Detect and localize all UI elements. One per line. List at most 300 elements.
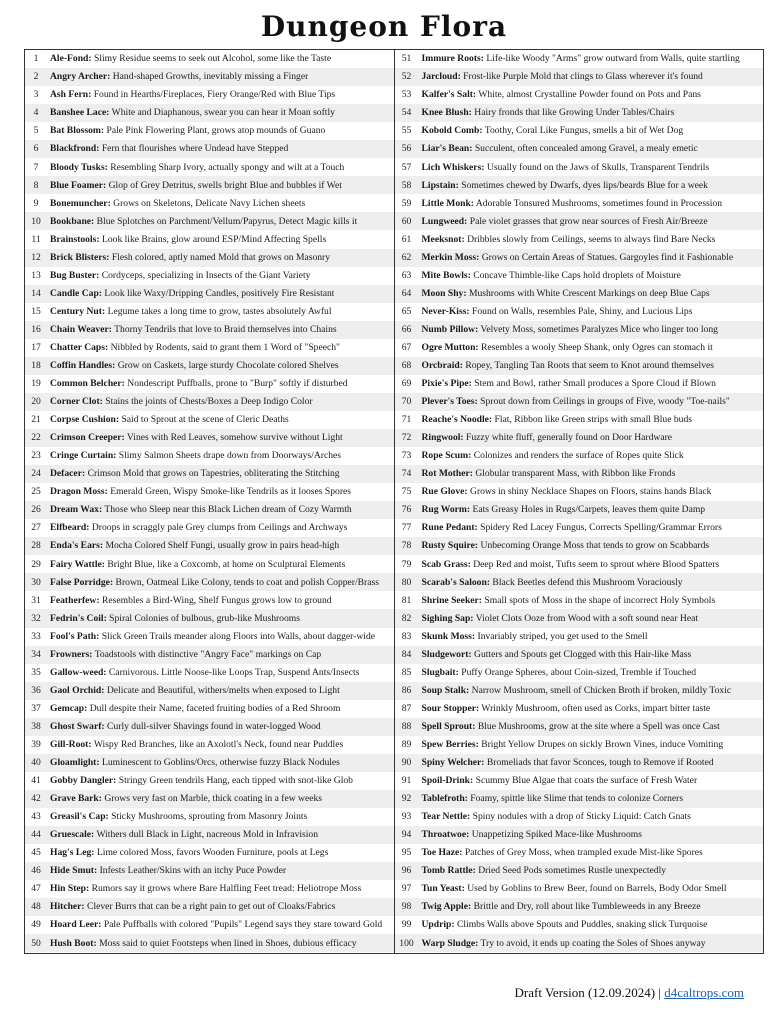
entry-text [47, 90, 335, 100]
flora-name: Orcbraid: [421, 361, 463, 371]
entry-number: 4 [33, 107, 39, 119]
table-row [25, 808, 394, 826]
flora-name: Tomb Rattle: [421, 866, 476, 876]
entry-text [47, 181, 342, 191]
table-row [395, 682, 764, 700]
entry-number: 25 [31, 486, 41, 498]
entry-number: 48 [31, 901, 41, 913]
flora-description: Fern that flourishes where Undead have Stepped [101, 144, 289, 155]
entry-text [47, 108, 335, 118]
flora-name: Tablefroth: [421, 794, 468, 804]
flora-description: Cordyceps, specializing in Insects of the Giant Variety [101, 270, 311, 281]
flora-name: Merkin Moss: [421, 252, 480, 263]
flora-description: Hairy fronds that like Growing Under Tables/Chairs [474, 108, 675, 118]
flora-name: Dream Wax: [50, 505, 103, 515]
flora-description: Slick Green Trails meander along Floors into Walls, about dagger-wide [101, 631, 376, 642]
flora-description: Wrinkly Mushroom, often used as Corks, impart bitter taste [481, 703, 711, 714]
entry-number: 56 [401, 143, 412, 155]
flora-name: Fool's Path: [50, 631, 100, 642]
website-link[interactable]: d4caltrops.com [664, 985, 744, 1000]
entry-number: 63 [401, 269, 412, 281]
entry-text [47, 415, 289, 425]
entry-number: 37 [31, 702, 41, 714]
flora-description: Toadstools with distinctive "Angry Face" markings on Cap [94, 649, 322, 660]
entry-text [47, 668, 359, 678]
entry-number: 20 [31, 396, 41, 408]
entry-number: 27 [31, 522, 41, 534]
entry-text [419, 289, 710, 299]
entry-number: 43 [31, 811, 41, 823]
flora-name: Gruescale: [50, 830, 95, 840]
flora-description: Climbs Walls above Spouts and Puddles, snaking slick Turquoise [456, 920, 708, 931]
flora-name: Sour Stopper: [421, 703, 480, 714]
entry-number: 13 [31, 269, 41, 281]
table-row [395, 880, 764, 898]
flora-name: Spiny Welcher: [421, 758, 485, 768]
entry-number: 32 [31, 612, 41, 624]
flora-description: Crimson Mold that grows on Tapestries, obliterating the Stitching [87, 469, 340, 479]
table-row [25, 844, 394, 862]
flora-description: Scummy Blue Algae that coats the surface of Fresh Water [475, 776, 698, 786]
flora-description: Those who Sleep near this Black Lichen dream of Cozy Warmth [104, 505, 352, 515]
flora-name: Shrine Seeker: [421, 595, 482, 606]
entry-number: 28 [31, 540, 41, 552]
entry-text [47, 163, 344, 173]
table-row [25, 411, 394, 429]
table-row [25, 628, 394, 646]
table-row [25, 212, 394, 230]
entry-text [419, 217, 708, 227]
flora-description: Velvety Moss, sometimes Paralyzes Mice who linger too long [480, 324, 718, 335]
flora-description: Violet Clots Ooze from Wood with a soft sound near Heat [475, 613, 699, 624]
table-column-51-100 [395, 50, 764, 953]
table-row [25, 555, 394, 573]
flora-name: Corner Clot: [50, 397, 103, 407]
flora-name: Tear Nettle: [421, 812, 471, 822]
entry-number: 31 [31, 594, 41, 606]
table-row [25, 916, 394, 934]
flora-description: Colonizes and renders the surface of Ropes quite Slick [473, 451, 684, 461]
table-row [25, 68, 394, 86]
flora-description: Narrow Mushroom, smell of Chicken Broth if broken, mildly Toxic [471, 685, 732, 696]
entry-text [47, 541, 339, 551]
entry-number: 98 [401, 901, 412, 913]
flora-name: Twig Apple: [421, 902, 472, 913]
entry-number: 92 [401, 793, 412, 805]
flora-description: Stains the joints of Chests/Boxes a Deep Indigo Color [105, 397, 313, 407]
flora-description: Blue Splotches on Parchment/Vellum/Papyrus, Detect Magic kills it [96, 216, 358, 227]
entry-text [419, 740, 724, 750]
flora-name: Sludgewort: [421, 649, 472, 660]
flora-description: Bright Blue, like a Coxcomb, at home on Sculptural Elements [107, 559, 346, 570]
entry-text [47, 379, 348, 389]
entry-number: 65 [401, 305, 412, 317]
flora-name: Scarab's Saloon: [421, 577, 491, 588]
entry-number: 15 [31, 305, 41, 317]
entry-text [419, 397, 730, 407]
table-row [395, 790, 764, 808]
table-row [25, 285, 394, 303]
flora-name: Hag's Leg: [50, 848, 95, 858]
entry-text [419, 144, 698, 154]
entry-text [47, 235, 326, 245]
table-row [395, 862, 764, 880]
table-row [395, 212, 764, 230]
table-row [395, 357, 764, 375]
table-row [395, 321, 764, 339]
flora-name: False Porridge: [50, 577, 114, 588]
entry-number: 23 [31, 450, 41, 462]
entry-number: 26 [31, 504, 41, 516]
entry-number: 41 [31, 775, 41, 787]
flora-name: Chatter Caps: [50, 342, 109, 353]
entry-number: 17 [31, 341, 41, 353]
flora-name: Skunk Moss: [421, 631, 476, 642]
table-row [395, 700, 764, 718]
flora-name: Mite Bowls: [421, 270, 471, 281]
flora-description: Carnivorous. Little Noose-like Loops Trap, Suspend Ants/Insects [108, 667, 360, 678]
flora-description: Dried Seed Pods sometimes Rustle unexpectedly [478, 866, 667, 876]
entry-number: 19 [31, 378, 41, 390]
table-row [25, 736, 394, 754]
entry-text [419, 126, 684, 136]
entry-number: 11 [31, 233, 41, 245]
entry-text [419, 451, 684, 461]
entry-text [419, 830, 642, 840]
flora-name: Pixie's Pipe: [421, 379, 472, 389]
entry-number: 73 [401, 450, 412, 462]
flora-description: Lime colored Moss, favors Wooden Furniture, pools at Legs [96, 848, 329, 858]
table-row [25, 267, 394, 285]
table-row [25, 429, 394, 447]
entry-text [419, 866, 667, 876]
flora-name: Gobby Dangler: [50, 776, 117, 786]
entry-number: 74 [401, 468, 412, 480]
flora-description: Look like Waxy/Dripping Candles, positively Fire Resistant [104, 288, 335, 299]
entry-number: 47 [31, 883, 41, 895]
entry-number: 91 [401, 775, 412, 787]
flora-name: Bloody Tusks: [50, 162, 108, 173]
table-row [25, 122, 394, 140]
flora-name: Century Nut: [50, 306, 106, 317]
table-row [395, 194, 764, 212]
entry-number: 6 [33, 143, 39, 155]
entry-number: 38 [31, 720, 41, 732]
entry-text [419, 325, 718, 335]
table-row [395, 501, 764, 519]
table-row [25, 86, 394, 104]
table-row [395, 465, 764, 483]
flora-description: Resembles a wooly Sheep Shank, only Ogres can stomach it [481, 342, 713, 353]
entry-number: 80 [401, 576, 412, 588]
entry-text [419, 379, 716, 389]
entry-text [47, 560, 345, 570]
flora-name: Sighing Sap: [421, 613, 474, 624]
flora-name: Ogre Mutton: [421, 342, 479, 353]
table-row [395, 267, 764, 285]
flora-description: Mushrooms with White Crescent Markings on deep Blue Caps [468, 288, 710, 299]
flora-name: Crimson Creeper: [50, 433, 125, 443]
entry-text [419, 812, 691, 822]
page-title: Dungeon Flora [260, 10, 508, 43]
entry-text [419, 758, 714, 768]
table-row [395, 140, 764, 158]
flora-name: Lich Whiskers: [421, 162, 485, 173]
flora-description: Said to Sprout at the scene of Cleric Deaths [121, 415, 289, 425]
entry-text [419, 199, 723, 209]
table-row [25, 934, 394, 952]
table-row [25, 447, 394, 465]
entry-text [47, 902, 335, 912]
flora-description: Concave Thimble-like Caps hold droplets of Moisture [473, 270, 681, 281]
entry-text [47, 704, 340, 714]
table-row [25, 465, 394, 483]
table-row [395, 934, 764, 952]
flora-description: Moss said to quiet Footsteps when lined in Shoes, dubious efficacy [99, 938, 357, 949]
flora-description: Glop of Grey Detritus, swells bright Blue and bubbles if Wet [108, 180, 342, 191]
entry-text [419, 560, 720, 570]
entry-number: 9 [33, 197, 39, 209]
table-row [395, 772, 764, 790]
entry-number: 88 [401, 720, 412, 732]
table-row [395, 573, 764, 591]
entry-number: 33 [31, 630, 41, 642]
flora-description: Legume takes a long time to grow, tastes absolutely Awful [107, 306, 332, 317]
entry-number: 64 [401, 287, 412, 299]
flora-name: Angry Archer: [50, 72, 111, 82]
entry-text [47, 812, 307, 822]
flora-description: Small spots of Moss in the shape of incorrect Holy Symbols [484, 595, 716, 606]
entry-text [419, 704, 711, 714]
entry-text [47, 722, 321, 732]
entry-text [47, 686, 340, 696]
flora-name: Rusty Squire: [421, 541, 479, 552]
table-row [395, 628, 764, 646]
entry-text [419, 939, 706, 949]
table-row [395, 754, 764, 772]
flora-name: Hitcher: [50, 902, 85, 913]
table-row [395, 176, 764, 194]
entry-text [47, 578, 379, 588]
table-row [25, 573, 394, 591]
entry-number: 84 [401, 648, 412, 660]
table-row [395, 537, 764, 555]
table-row [25, 375, 394, 393]
entry-text [419, 902, 701, 912]
flora-name: Toe Haze: [421, 848, 463, 858]
flora-name: Numb Pillow: [421, 324, 479, 335]
flora-name: Immure Roots: [421, 54, 484, 64]
flora-description: Vines with Red Leaves, somehow survive without Light [126, 433, 343, 443]
entry-text [419, 884, 727, 894]
flora-name: Greasil's Cap: [50, 812, 109, 822]
entry-text [47, 325, 337, 335]
entry-number: 93 [401, 811, 412, 823]
entry-number: 66 [401, 323, 412, 335]
table-row [395, 50, 764, 68]
flora-name: Meeksnot: [421, 234, 465, 245]
entry-number: 60 [401, 215, 412, 227]
flora-name: Lungweed: [421, 216, 468, 227]
flora-name: Throatwoe: [421, 830, 470, 840]
entry-text [47, 343, 340, 353]
flora-description: Black Beetles defend this Mushroom Voraciously [492, 577, 683, 588]
table-row [395, 916, 764, 934]
table-row [25, 790, 394, 808]
flora-description: Spiny nodules with a drop of Sticky Liquid: Catch Gnats [472, 812, 691, 822]
flora-table [24, 49, 764, 954]
flora-description: Grows in shiny Necklace Shapes on Floors, stains hands Black [470, 487, 712, 497]
table-row [25, 194, 394, 212]
draft-version-text: Draft Version (12.09.2024) | [514, 985, 661, 1000]
entry-number: 85 [401, 666, 412, 678]
table-row [395, 646, 764, 664]
table-row [25, 880, 394, 898]
table-row [395, 826, 764, 844]
table-row [25, 140, 394, 158]
entry-text [419, 253, 734, 263]
footer [515, 985, 744, 1001]
entry-text [419, 307, 693, 317]
entry-text [47, 920, 382, 930]
entry-number: 39 [31, 739, 41, 750]
flora-description: Stringy Green tendrils Hang, each tipped with snot-like Glob [118, 776, 353, 786]
flora-description: Eats Greasy Holes in Rugs/Carpets, leaves them quite Damp [472, 505, 706, 515]
entry-number: 1 [33, 53, 39, 65]
table-row [25, 862, 394, 880]
flora-name: Fedrin's Coil: [50, 613, 107, 624]
flora-name: Rot Mother: [421, 469, 473, 479]
flora-name: Reache's Noodle: [421, 415, 493, 425]
flora-description: Brittle and Dry, roll about like Tumbleweeds in any Breeze [473, 902, 701, 913]
flora-description: Ropey, Tangling Tan Roots that seem to Knot around themselves [465, 361, 714, 371]
entry-text [419, 578, 683, 588]
table-row [395, 555, 764, 573]
flora-description: Grows on Certain Areas of Statues. Gargoyles find it Fashionable [481, 252, 734, 263]
entry-number: 46 [31, 865, 41, 877]
flora-description: Found in Hearths/Fireplaces, Fiery Orange/Red with Blue Tips [93, 90, 336, 100]
flora-name: Updrip: [421, 920, 455, 931]
flora-description: Found on Walls, resembles Pale, Shiny, and Lucious Lips [472, 306, 693, 317]
flora-name: Rug Worm: [421, 505, 471, 515]
entry-number: 54 [401, 107, 412, 119]
entry-number: 87 [401, 702, 412, 714]
flora-name: Grave Bark: [50, 794, 102, 804]
entry-text [47, 650, 321, 660]
flora-name: Little Monk: [421, 198, 474, 209]
flora-name: Liar's Bean: [421, 144, 473, 155]
flora-description: Nibbled by Rodents, said to grant them 1 Word of "Speech" [110, 342, 340, 353]
flora-description: Unappetizing Spiked Mace-like Mushrooms [471, 830, 642, 840]
flora-description: Delicate and Beautiful, withers/melts when exposed to Light [106, 685, 340, 696]
table-row [395, 898, 764, 916]
entry-text [47, 740, 343, 750]
entry-number: 81 [401, 594, 412, 606]
entry-number: 75 [401, 486, 412, 498]
entry-number: 52 [401, 71, 412, 83]
flora-description: Spiral Colonies of bulbous, grub-like Mushrooms [109, 613, 300, 624]
entry-text [419, 920, 708, 930]
flora-name: Corpse Cushion: [50, 415, 120, 425]
entry-number: 21 [31, 414, 41, 426]
flora-description: Patches of Grey Moss, when trampled exude Mist-like Spores [464, 848, 703, 858]
entry-text [419, 469, 676, 479]
flora-description: Rumors say it grows where Bare Halfling Feet tread: Heliotrope Moss [91, 884, 362, 894]
flora-name: Enda's Ears: [50, 541, 104, 552]
entry-number: 12 [31, 251, 41, 263]
entry-text [419, 794, 684, 804]
flora-name: Kobold Comb: [421, 126, 483, 136]
entry-number: 72 [401, 432, 412, 444]
entry-text [47, 271, 310, 281]
entry-text [47, 505, 352, 515]
entry-text [419, 614, 699, 624]
flora-description: Grows on Skeletons, Delicate Navy Lichen sheets [113, 198, 306, 209]
entry-text [47, 632, 375, 642]
table-row [395, 86, 764, 104]
table-row [25, 158, 394, 176]
flora-description: Resembles a Bird-Wing, Shelf Fungus grows low to ground [101, 595, 332, 606]
entry-number: 18 [31, 360, 41, 372]
flora-description: Hand-shaped Growths, inevitably missing a Finger [112, 72, 309, 82]
flora-description: Mocha Colored Shelf Fungi, usually grow in pairs head-high [105, 541, 340, 552]
table-row [25, 718, 394, 736]
flora-description: Try to avoid, it ends up coating the Soles of Shoes anyway [480, 938, 706, 949]
entry-number: 62 [401, 251, 412, 263]
flora-name: Banshee Lace: [50, 108, 110, 118]
flora-name: Brick Blisters: [50, 252, 110, 263]
flora-name: Coffin Handles: [50, 361, 116, 371]
entry-number: 44 [31, 829, 41, 841]
entry-number: 76 [401, 504, 412, 516]
entry-number: 51 [401, 53, 412, 65]
table-row [25, 826, 394, 844]
entry-number: 94 [401, 829, 412, 841]
entry-text [419, 163, 710, 173]
entry-number: 100 [399, 937, 414, 949]
entry-text [47, 794, 322, 804]
entry-text [47, 884, 361, 894]
entry-text [419, 541, 710, 551]
entry-text [419, 487, 712, 497]
table-row [395, 104, 764, 122]
entry-text [47, 253, 330, 263]
table-row [395, 375, 764, 393]
entry-number: 67 [401, 341, 412, 353]
entry-text [47, 199, 305, 209]
entry-number: 90 [401, 757, 412, 769]
table-row [25, 664, 394, 682]
entry-text [419, 72, 703, 82]
flora-description: Puffy Orange Spheres, about Coin-sized, Tremble if Touched [461, 667, 697, 678]
table-row [25, 609, 394, 627]
flora-description: Frost-like Purple Mold that clings to Glass wherever it's found [463, 72, 703, 82]
entry-text [419, 596, 716, 606]
flora-name: Featherfew: [50, 595, 100, 606]
flora-description: Fuzzy white fluff, generally found on Door Hardware [466, 433, 673, 443]
table-row [25, 682, 394, 700]
entry-number: 50 [31, 937, 41, 949]
flora-name: Gloamlight: [50, 758, 100, 768]
flora-name: Cringe Curtain: [50, 451, 117, 461]
flora-description: Life-like Woody "Arms" grow outward from Walls, quite startling [486, 54, 740, 64]
flora-description: Thorny Tendrils that love to Braid themselves into Chains [114, 324, 337, 335]
flora-description: Dribbles slowly from Ceilings, seems to always find Bare Necks [467, 234, 716, 245]
flora-name: Lipstain: [421, 180, 459, 191]
entry-text [419, 722, 720, 732]
entry-text [47, 289, 334, 299]
table-row [395, 303, 764, 321]
